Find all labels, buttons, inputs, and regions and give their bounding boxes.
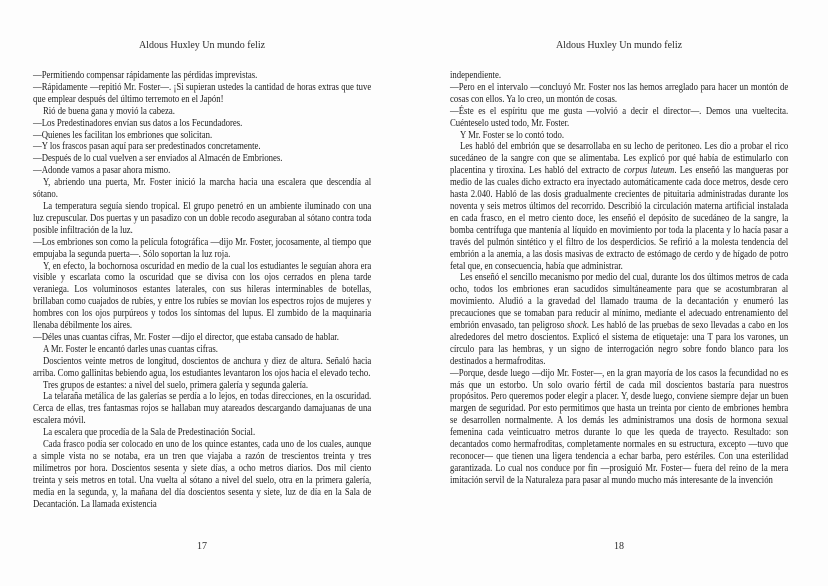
running-header: Aldous Huxley Un mundo feliz xyxy=(138,40,266,51)
paragraph xyxy=(33,332,371,344)
text-run: —Déles unas cuantas cifras, Mr. Foster —dijo el director, que estaba cansado de hablar. xyxy=(33,331,339,343)
text-run: La escalera que procedía de la Sala de Predestinación Social. xyxy=(42,427,256,439)
paragraph xyxy=(450,368,788,487)
text-run: Les habló del embrión que se desarrollaba en su lecho de peritoneo. Les dio a probar el rico sucedáneo de la sangre con que se alimentaba. Les explicó por qué había de estimularlo con placentina y tiroxina. Les habló del extracto de xyxy=(450,141,789,177)
text-run: Y Mr. Foster se lo contó todo. xyxy=(459,129,565,141)
text-run: —Permitiendo compensar rápidamente las pérdidas imprevistas. xyxy=(33,70,258,81)
text-run: —Los embriones son como la película fotográfica —dijo Mr. Foster, jocosamente, al tiempo que empujaba la segunda puerta—. Sólo soportan la luz roja. xyxy=(33,236,372,260)
paragraph xyxy=(33,130,371,142)
paragraph xyxy=(33,141,371,153)
paragraph xyxy=(33,82,371,106)
paragraph xyxy=(450,70,788,82)
paragraph xyxy=(33,344,371,356)
text-run: —Adonde vamos a pasar ahora mismo. xyxy=(33,165,171,177)
text-run: Y, en efecto, la bochornosa oscuridad en medio de la cual los estudiantes le seguían ahora era visible y escarlata como la oscuridad que se divisa con los ojos cerrados en plena tarde veraniega. Los voluminosos estantes laterales, con sus hileras interminables de botellas, brillaban como cuajados de rubíes, y entre los rubíes se movían los espectros rojos de mujeres y hombres con los ojos purpúreos y todos los síntomas del lupus. El zumbido de la maquinaria llenaba débilmente los aires. xyxy=(33,260,372,332)
page-number: 17 xyxy=(197,541,207,552)
text-run: —Éste es el espíritu que me gusta —volvió a decir el director—. Demos una vueltecita. Cuénteselo usted todo, Mr. Foster. xyxy=(450,105,789,129)
paragraph xyxy=(33,237,371,261)
paragraph xyxy=(33,201,371,237)
book-page-right xyxy=(414,0,828,586)
text-run: A Mr. Foster le encantó darles unas cuantas cifras. xyxy=(42,343,218,355)
text-run: La telaraña metálica de las galerías se perdía a lo lejos, en todas direcciones, en la oscuridad. Cerca de ellas, tres fantasmas rojos se hallaban muy atareados descargando damajuanas de una escalera móvil. xyxy=(33,391,372,427)
paragraph xyxy=(33,153,371,165)
text-run: Rió de buena gana y movió la cabeza. xyxy=(42,105,175,117)
text-run: —Pero en el intervalo —concluyó Mr. Foster nos las hemos arreglado para hacer un montón de cosas con ellos. Ya lo creo, un montón de cosas. xyxy=(450,81,789,105)
paragraph xyxy=(33,391,371,427)
text-run: independiente. xyxy=(450,70,502,81)
paragraph xyxy=(33,439,371,510)
paragraph xyxy=(33,165,371,177)
paragraph xyxy=(450,130,788,142)
text-run: . Les enseñó las mangueras por medio de las cuales dicho extracto era inyectado automáticamente cada doce metros, desde cero hasta 2.040. Habló de las dosis gradualmente crecientes de pituitaria administradas durante los noventa y seis metros últimos del recorrido. Describió la circulación materna artificial instalada en cada frasco, en el metro ciento doce, les enseñó el depósito de sucedáneo de la sangre, la bomba centrífuga que mantenía al líquido en movimiento por toda la placenta y lo hacía pasar a través del pulmón sintético y el filtro de los desperdicios. Se refirió a la molesta tendencia del embrión a la anemia, a las dosis masivas de extracto de estómago de cerdo y de hígado de potro fetal que, en consecuencia, había que administrar. xyxy=(450,165,789,272)
paragraph xyxy=(450,272,788,367)
text-run: Les enseñó el sencillo mecanismo por medio del cual, durante los dos últimos metros de cada ocho, todos los embriones eran sacudidos simultáneamente para que se acostumbraran al movimiento. Aludió a la gravedad del llamado trauma de la decantación y enumeró las precauciones que se tomaban para reducir al mínimo, mediante el adecuado entrenamiento del embrión envasado, tan peligroso xyxy=(450,272,789,332)
text-run: La temperatura seguía siendo tropical. El grupo penetró en un ambiente iluminado con una luz crepuscular. Dos puertas y un pasadizo con un doble recodo aseguraban al sótano contra toda posible infiltración de la luz. xyxy=(33,200,372,236)
text-run: —Porque, desde luego —dijo Mr. Foster—, en la gran mayoría de los casos la fecundidad no es más que un estorbo. Un solo ovario fértil de cada mil doscientos bastaría para nuestros propósitos. Pero queremos poder elegir a placer. Y, desde luego, conviene siempre dejar un buen margen de seguridad. Por esto permitimos que hasta un treinta por ciento de embriones hembra se desarrollen normalmente. A los demás les administramos una dosis de hormona sexual femenina cada veinticuatro metros durante lo que les queda de trayecto. Resultado: son decantados como hermafroditas, completamente normales en su estructura, excepto —tuvo que reconocer— que tienen una ligera tendencia a echar barba, pero estériles. Con una esterilidad garantizada. Lo cual nos conduce por fin —prosiguió Mr. Foster— fuera del reino de la mera imitación servil de la Naturaleza para pasar al mundo mucho más interesante de la invención xyxy=(450,367,789,486)
paragraph xyxy=(33,177,371,201)
text-run: —Rápidamente —repitió Mr. Foster—. ¡Si supieran ustedes la cantidad de horas extras que tuve que emplear después del último terremoto en el Japón! xyxy=(33,81,372,105)
running-header: Aldous Huxley Un mundo feliz xyxy=(555,40,683,51)
paragraph xyxy=(33,261,371,332)
paragraph xyxy=(450,141,788,272)
page-text-body xyxy=(450,70,788,487)
paragraph xyxy=(33,118,371,130)
text-run: Y, abriendo una puerta, Mr. Foster inició la marcha hacia una escalera que descendía al sótano. xyxy=(33,177,372,201)
text-run: —Y los frascos pasan aquí para ser predestinados concretamente. xyxy=(33,141,261,153)
paragraph xyxy=(33,380,371,392)
text-run: Cada frasco podía ser colocado en uno de los quince estantes, cada uno de los cuales, aunque a simple vista no se notaba, era un tren que viajaba a razón de trescientos treinta y tres milímetros por hora. Doscientos sesenta y siete días, a ocho metros diarios. Dos mil ciento treinta y seis metros en total. Una vuelta al sótano a nivel del suelo, otra en la primera galería, media en la segunda, y, la mañana del día doscientos sesenta y siete, luz de día en la Sala de Decantación. La llamada existencia xyxy=(33,439,372,510)
text-run: Doscientos veinte metros de longitud, doscientos de anchura y diez de altura. Señaló hacia arriba. Como gallinitas bebiendo agua, los estudiantes levantaron los ojos hacia el elevado techo. xyxy=(33,355,372,379)
paragraph xyxy=(33,356,371,380)
text-run: . Les habló de las pruebas de sexo llevadas a cabo en los alrededores del metro doscientos. Explicó el sistema de etiquetaje: una T para los varones, un círculo para las hembras, y un signo de interrogación negro sobre fondo blanco para los destinados a hermafroditas. xyxy=(450,320,789,367)
text-run: —Los Predestinadores envían sus datos a los Fecundadores. xyxy=(33,117,243,129)
text-run: —Quienes les facilitan los embriones que solicitan. xyxy=(33,129,213,141)
text-run: —Después de lo cual vuelven a ser enviados al Almacén de Embriones. xyxy=(33,153,283,165)
paragraph xyxy=(450,106,788,130)
italic-text-run: corpus luteum xyxy=(623,165,675,177)
italic-text-run: shock xyxy=(566,320,587,332)
paragraph xyxy=(450,82,788,106)
page-text-body xyxy=(33,70,371,511)
text-run: Tres grupos de estantes: a nivel del suelo, primera galería y segunda galería. xyxy=(42,379,309,391)
paragraph xyxy=(33,70,371,82)
paragraph xyxy=(33,427,371,439)
paragraph xyxy=(33,106,371,118)
page-number: 18 xyxy=(614,541,624,552)
